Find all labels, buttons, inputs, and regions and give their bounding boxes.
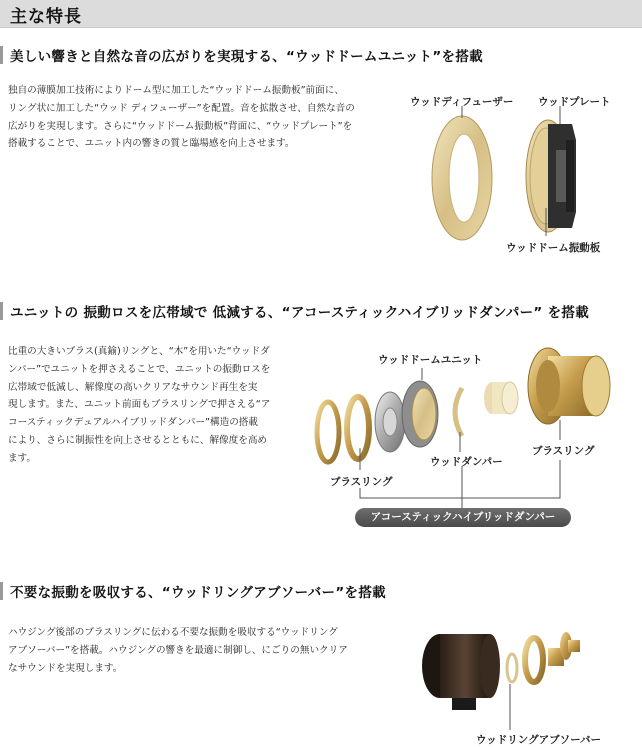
section2-line: コースティックデュアルハイブリッドダンパー”構造の搭載 — [8, 417, 258, 429]
section2-line: ンパー”でユニットを押さえることで、ユニットの振動ロスを — [8, 363, 271, 375]
section3-line: アブソーバー”を搭載。ハウジングの響きを最適に制御し、にごりの無いクリア — [8, 644, 348, 656]
section2-line: 比重の大きいブラス(真鍮)リングと、“木”を用いた“ウッドダ — [8, 346, 270, 357]
page-title: 主な特長 — [10, 7, 82, 27]
section1-line: 広がりを実現します。さらに“ウッドドーム振動板”背面に、“ウッドプレート”を — [8, 120, 353, 132]
brass-housing-image — [528, 348, 610, 424]
label-wood-plate: ウッドプレート — [538, 96, 611, 108]
section2-line: により、さらに制振性を向上させるとともに、解像度を高め — [8, 434, 268, 446]
wood-dome-unit-image — [526, 120, 576, 232]
label-wood-ring-absorber: ウッドリングアブソーバー — [476, 734, 602, 746]
section2-line: 広帯域で低減し、解像度の高いクリアなサウンド再生を実 — [8, 381, 258, 393]
wood-damper-image — [455, 388, 462, 436]
label-brass-ring-right: ブラスリング — [532, 445, 595, 457]
acoustic-hybrid-damper-pill: アコースティックハイブリッドダンパー — [355, 508, 571, 527]
label-wood-damper: ウッドダンパー — [430, 456, 503, 468]
label-wood-diffuser: ウッドディフューザー — [410, 96, 514, 108]
unit-silver-image — [375, 392, 405, 452]
section3-line: なサウンドを実現します。 — [8, 662, 123, 674]
wood-dome-unit-exploded — [402, 381, 438, 447]
wood-ring-absorber-image — [507, 654, 517, 682]
section1-line: リング状に加工した“ウッド ディフューザー”を配置。音を拡散させ、自然な音の — [8, 102, 355, 114]
brass-parts-image — [525, 632, 580, 682]
brass-ring-left-2 — [347, 397, 369, 459]
housing-dark-image — [422, 634, 500, 710]
label-brass-ring-left: ブラスリング — [330, 476, 393, 488]
section1-heading: 美しい響きと自然な音の広がりを実現する、“ウッドドームユニット”を搭載 — [10, 49, 483, 65]
wood-cylinder-image — [484, 382, 518, 414]
brass-ring-left-1 — [317, 402, 339, 462]
section1-line: 独自の薄膜加工技術によりドーム型に加工した“ウッドドーム振動板”前面に、 — [8, 85, 344, 96]
section2-line: ます。 — [8, 452, 37, 464]
section2-heading: ユニットの 振動ロスを広帯域で 低減する、“アコースティックハイブリッドダンパー” を搭載 — [10, 305, 589, 321]
label-wood-dome-diaphragm: ウッドドーム振動板 — [506, 242, 601, 254]
section1-line: 搭載することで、ユニット内の響きの質と臨場感を向上させます。 — [8, 138, 295, 150]
section2-line: 現します。また、ユニット前面もブラスリングで押さえる“ア — [8, 399, 271, 411]
section3-line: ハウジング後部のブラスリングに伝わる不要な振動を吸収する“ウッドリング — [8, 627, 338, 638]
section3-heading: 不要な振動を吸収する、“ウッドリングアブソーバー”を搭載 — [10, 585, 386, 601]
wood-diffuser-image — [432, 116, 492, 240]
label-wood-dome-unit: ウッドドームユニット — [378, 354, 483, 366]
